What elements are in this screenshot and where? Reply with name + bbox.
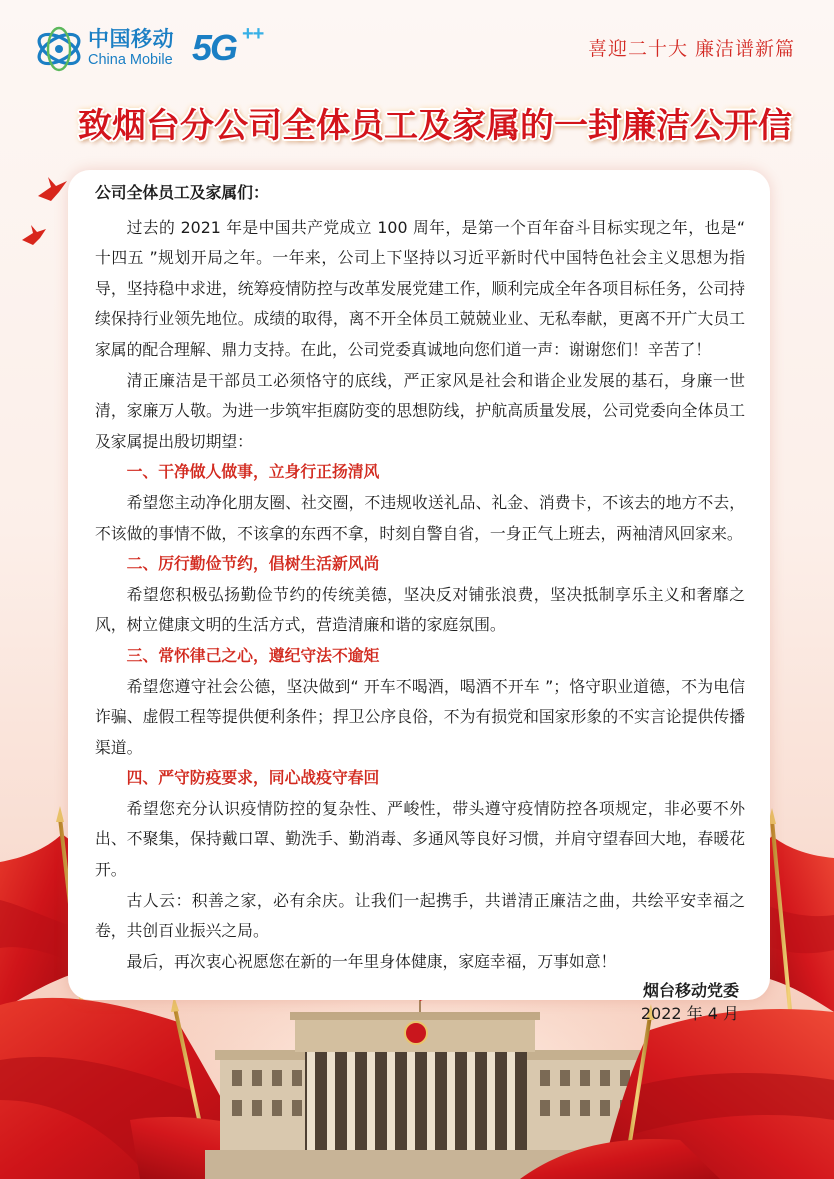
section-body: 希望您充分认识疫情防控的复杂性、严峻性，带头遵守疫情防控各项规定，非必要不外出、不聚集，保持戴口罩、勤洗手、勤消毒、多通风等良好习惯，并肩守望春回大地，春暖花开。	[95, 798, 745, 880]
letter-paragraph: 过去的 2021 年是中国共产党成立 100 周年，是第一个百年奋斗目标实现之年，也是“ 十四五 ”规划开局之年。一年来，公司上下坚持以习近平新时代中国特色社会主义思想为指导，坚持稳中求进，统筹疫情防控与改革发展党建工作，顺利完成全年各项目标任务，公司持续保持行业领先地位。成绩的取得，离不开全体员工兢兢业业、无私奉献，更离不开广大员工家属的配合理解、鼎力支持。在此，公司党委真诚地向您们道一声：谢谢您们！辛苦了！	[95, 217, 745, 359]
section-heading: 三、常怀律己之心，遵纪守法不逾矩	[126, 645, 380, 665]
section-body: 希望您遵守社会公德，坚决做到“ 开车不喝酒，喝酒不开车 ”；恪守职业道德，不为电信诈骗、虚假工程等提供便利条件；捍卫公序良俗，不为有损党和国家形象的不实言论提供传播渠道。	[95, 676, 745, 757]
network-label: 5G	[192, 27, 237, 68]
letter-paragraph: 清正廉洁是干部员工必须恪守的底线，严正家风是社会和谐企业发展的基石，身廉一世清，家廉万人敬。为进一步筑牢拒腐防变的思想防线，护航高质量发展，公司党委向全体员工及家属提出殷切期望：	[95, 370, 745, 451]
letter-body	[95, 178, 745, 1025]
letter-paragraph: 最后，再次衷心祝愿您在新的一年里身体健康，家庭幸福，万事如意！	[126, 951, 617, 971]
slogan: 喜迎二十大 廉洁谱新篇	[588, 38, 796, 60]
letter-card	[68, 170, 770, 1024]
section-body: 希望您主动净化朋友圈、社交圈，不违规收送礼品、礼金、消费卡，不该去的地方不去，不该做的事情不做，不该拿的东西不拿，时刻自警自省，一身正气上班去，两袖清风回家来。	[95, 492, 745, 543]
bird-icon	[22, 225, 46, 245]
section-heading: 一、干净做人做事，立身行正扬清风	[126, 462, 380, 482]
5g-logo	[192, 24, 272, 74]
letter-salutation: 公司全体员工及家属们：	[95, 183, 269, 202]
brand-name-en: China Mobile	[88, 52, 173, 68]
brand-name-cn: 中国移动	[88, 27, 174, 51]
letter-paragraph: 古人云：积善之家，必有余庆。让我们一起携手，共谱清正廉洁之曲，共绘平安幸福之卷，共创百业振兴之局。	[95, 890, 745, 941]
page-title: 致烟台分公司全体员工及家属的一封廉洁公开信	[78, 106, 792, 146]
signature-org: 烟台移动党委	[642, 981, 739, 1001]
network-suffix: ++	[242, 23, 264, 45]
signature-date: 2022 年 4 月	[640, 1004, 739, 1024]
china-mobile-logo	[30, 22, 280, 78]
letter-signature	[95, 979, 745, 1025]
china-mobile-logo-icon	[34, 24, 84, 74]
section-body: 希望您积极弘扬勤俭节约的传统美德，坚决反对铺张浪费，坚决抵制享乐主义和奢靡之风，树立健康文明的生活方式，营造清廉和谐的家庭氛围。	[95, 584, 745, 635]
section-heading: 四、严守防疫要求，同心战疫守春回	[126, 768, 380, 788]
section-heading: 二、厉行勤俭节约，倡树生活新风尚	[126, 554, 380, 574]
bird-icon	[38, 177, 67, 201]
